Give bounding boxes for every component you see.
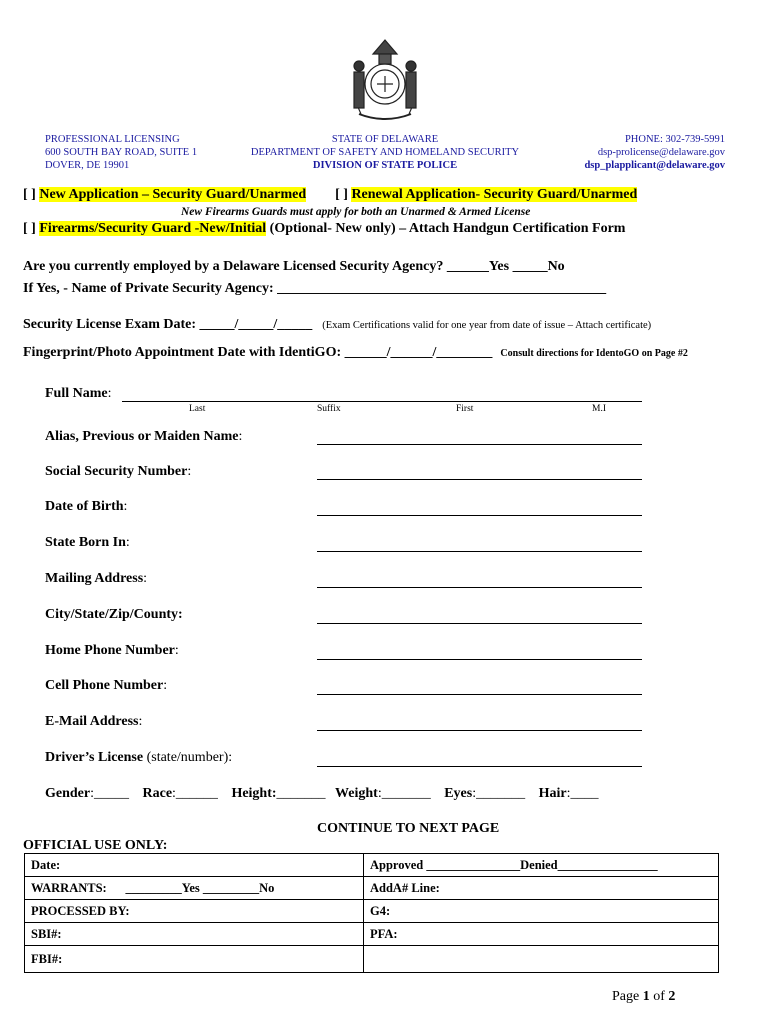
home-phone-label-text: Home Phone Number [45, 643, 175, 658]
cell-phone-label-colon: : [163, 678, 168, 693]
header-phone: PHONE: 302-739-5991 [624, 134, 725, 145]
weight-field[interactable] [335, 786, 431, 801]
firearms-label: Firearms/Security Guard -New/Initial [39, 221, 267, 236]
cell-phone-input[interactable] [317, 681, 642, 695]
new-app-checkbox[interactable]: [ ] [23, 187, 36, 202]
full-name-input[interactable] [122, 388, 642, 402]
home-phone-label [45, 643, 179, 659]
official-sbi-cell[interactable]: SBI#: [25, 923, 364, 946]
official-date-cell[interactable]: Date: [25, 854, 364, 877]
drivers-license-label [45, 750, 232, 766]
header-right [540, 133, 725, 172]
exam-row [23, 315, 651, 333]
official-adda-cell[interactable]: AddA# Line: [364, 877, 719, 900]
city-state-zip-input[interactable] [317, 610, 642, 624]
header-left-line: 600 SOUTH BAY ROAD, SUITE 1 [45, 147, 198, 158]
state-born-label-colon: : [125, 535, 130, 550]
eyes-label: Eyes [444, 786, 473, 801]
official-pfa-cell[interactable]: PFA: [364, 923, 719, 946]
full-name-first-caption: First [456, 404, 474, 414]
header-center-line: DIVISION OF STATE POLICE [312, 160, 458, 171]
alias-label-colon: : [238, 429, 243, 444]
alias-input[interactable] [317, 431, 642, 445]
firearms-note-inline: (Optional- New only) – Attach Handgun Certification Form [269, 221, 626, 236]
gender-label: Gender [45, 786, 91, 801]
height-label: Height: [231, 786, 277, 801]
agency-name-field[interactable]: If Yes, - Name of Private Security Agency: _______________________________________________ [23, 281, 607, 296]
hair-label: Hair [538, 786, 567, 801]
email-input[interactable] [317, 717, 642, 731]
full-name-label [45, 386, 112, 402]
header-email: dsp-prolicense@delaware.gov [597, 147, 725, 158]
full-name-last-caption: Last [189, 404, 206, 414]
header-email-applicant: dsp_plapplicant@delaware.gov [584, 160, 725, 171]
full-name-label-text: Full Name [45, 386, 108, 401]
exam-date-field[interactable]: Security License Exam Date: _____/_____/_____ [23, 317, 313, 332]
header-left [45, 133, 197, 172]
cell-phone-label [45, 678, 167, 694]
email-label-colon: : [138, 714, 143, 729]
drivers-license-label-detail: (state/number): [143, 750, 233, 765]
mailing-address-label-colon: : [143, 571, 148, 586]
physical-row [45, 786, 599, 802]
fingerprint-note: Consult directions for IdentoGO on Page #2 [500, 348, 688, 359]
table-row [25, 854, 719, 877]
official-use-title: OFFICIAL USE ONLY: [23, 838, 168, 853]
fingerprint-date-field[interactable]: Fingerprint/Photo Appointment Date with IdentiGO: ______/______/________ [23, 345, 493, 360]
hair-blank: :____ [566, 786, 599, 801]
state-born-label [45, 535, 130, 551]
email-label [45, 714, 142, 730]
weight-label: Weight [335, 786, 378, 801]
dob-label-text: Date of Birth [45, 499, 124, 514]
ssn-input[interactable] [317, 466, 642, 480]
renewal-app-checkbox[interactable]: [ ] [335, 187, 348, 202]
table-row [25, 877, 719, 900]
header-left-line: PROFESSIONAL LICENSING [45, 134, 180, 145]
employment-question[interactable]: Are you currently employed by a Delaware Licensed Security Agency? ______Yes _____No [23, 259, 565, 274]
mailing-address-label [45, 571, 147, 587]
page-label: Page [612, 989, 643, 1004]
official-use-table [24, 853, 719, 973]
new-app-label: New Application – Security Guard/Unarmed [39, 187, 307, 202]
renewal-app-label: Renewal Application- Security Guard/Unarmed [351, 187, 638, 202]
table-row [25, 946, 719, 973]
race-blank: :______ [172, 786, 218, 801]
ssn-label-colon: : [187, 464, 192, 479]
delaware-state-seal [339, 32, 431, 124]
gender-field[interactable] [45, 786, 129, 801]
drivers-license-label-text: Driver’s License [45, 750, 144, 765]
header-center [230, 133, 540, 172]
state-born-label-text: State Born In [45, 535, 126, 550]
official-approved-cell[interactable]: Approved _______________Denied________________ [364, 854, 719, 877]
ssn-label [45, 464, 191, 480]
table-row [25, 923, 719, 946]
eyes-blank: :_______ [472, 786, 526, 801]
option-row-1 [23, 187, 637, 203]
mailing-address-input[interactable] [317, 574, 642, 588]
official-fbi-cell[interactable]: FBI#: [25, 946, 364, 973]
dob-input[interactable] [317, 502, 642, 516]
full-name-mi-caption: M.I [592, 404, 606, 414]
drivers-license-input[interactable] [317, 753, 642, 767]
email-label-text: E-Mail Address [45, 714, 139, 729]
option-row-2 [23, 221, 625, 237]
dob-label-colon: : [123, 499, 128, 514]
official-warrants-cell[interactable]: WARRANTS: _________Yes _________No [25, 877, 364, 900]
page-number [612, 989, 675, 1005]
page-current: 1 [642, 989, 650, 1004]
weight-blank: :_______ [377, 786, 431, 801]
state-born-input[interactable] [317, 538, 642, 552]
official-processed-cell[interactable]: PROCESSED BY: [25, 900, 364, 923]
alias-label-text: Alias, Previous or Maiden Name [45, 429, 239, 444]
race-field[interactable] [143, 786, 218, 801]
page-of: of [649, 989, 669, 1004]
fingerprint-row [23, 343, 688, 361]
mailing-address-label-text: Mailing Address [45, 571, 144, 586]
header-center-line: STATE OF DELAWARE [331, 134, 439, 145]
hair-field[interactable] [539, 786, 599, 801]
full-name-suffix-caption: Suffix [317, 404, 341, 414]
city-state-zip-label [45, 607, 183, 623]
city-state-zip-label-text: City/State/Zip/County: [45, 607, 183, 622]
full-name-colon: : [107, 386, 112, 401]
page-total: 2 [668, 989, 676, 1004]
official-g4-cell[interactable]: G4: [364, 900, 719, 923]
home-phone-input[interactable] [317, 646, 642, 660]
continue-next-page: CONTINUE TO NEXT PAGE [317, 821, 500, 836]
cell-phone-label-text: Cell Phone Number [45, 678, 164, 693]
ssn-label-text: Social Security Number [45, 464, 188, 479]
eyes-field[interactable] [444, 786, 525, 801]
gender-blank: :_____ [90, 786, 129, 801]
official-empty-cell [364, 946, 719, 973]
race-label: Race [142, 786, 173, 801]
header-center-line: DEPARTMENT OF SAFETY AND HOMELAND SECURITY [250, 147, 520, 158]
firearms-note: New Firearms Guards must apply for both an Unarmed & Armed License [181, 206, 531, 218]
table-row [25, 900, 719, 923]
header-left-line: DOVER, DE 19901 [45, 160, 130, 171]
dob-label [45, 499, 127, 515]
height-field[interactable] [231, 786, 325, 801]
height-blank: _______ [276, 786, 326, 801]
alias-label [45, 429, 242, 445]
home-phone-label-colon: : [174, 643, 179, 658]
firearms-checkbox[interactable]: [ ] [23, 221, 36, 236]
exam-note: (Exam Certifications valid for one year from date of issue – Attach certificate) [322, 320, 652, 331]
